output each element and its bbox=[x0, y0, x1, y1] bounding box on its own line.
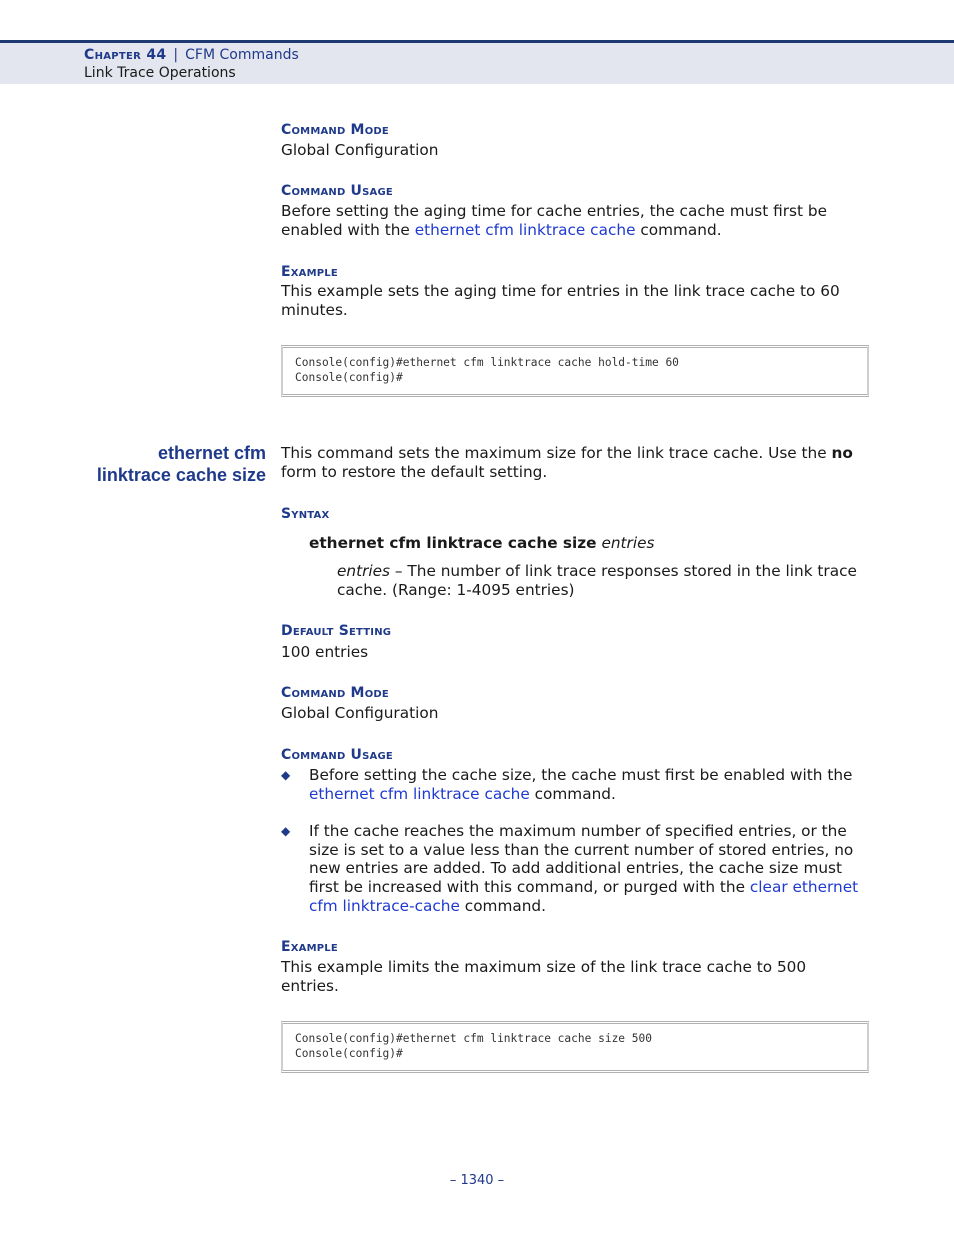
bullet-text-line: new entries are added. To add additional entries, the cache size must bbox=[309, 859, 843, 877]
clear-ethernet-cfm-linktrace-cache-link[interactable]: cfm linktrace-cache bbox=[309, 897, 460, 915]
no-keyword: no bbox=[831, 444, 853, 462]
command-title bbox=[97, 442, 266, 486]
description-line: form to restore the default setting. bbox=[281, 463, 548, 481]
section-title: Link Trace Operations bbox=[84, 65, 236, 81]
syntax-command: ethernet cfm linktrace cache size bbox=[309, 534, 597, 552]
description-line bbox=[281, 444, 853, 463]
command-usage-heading: Command Usage bbox=[281, 183, 393, 199]
syntax-heading: Syntax bbox=[281, 506, 330, 522]
command-mode-heading: Command Mode bbox=[281, 122, 389, 138]
command-mode-heading: Command Mode bbox=[281, 685, 389, 701]
bullet-text-line: If the cache reaches the maximum number of specified entries, or the bbox=[309, 822, 847, 840]
code-line: Console(config)#ethernet cfm linktrace cache hold-time 60 bbox=[295, 356, 679, 369]
chapter-line bbox=[84, 47, 299, 63]
default-setting-heading: Default Setting bbox=[281, 623, 392, 639]
description-text: This command sets the maximum size for the link trace cache. Use the bbox=[281, 444, 832, 462]
bullet-text-line bbox=[309, 897, 546, 916]
ethernet-cfm-linktrace-cache-link[interactable]: ethernet cfm linktrace cache bbox=[414, 221, 636, 239]
ethernet-cfm-linktrace-cache-link[interactable]: ethernet cfm linktrace cache bbox=[309, 785, 530, 803]
example-text-line: This example sets the aging time for entries in the link trace cache to 60 bbox=[281, 282, 840, 300]
bullet-diamond-icon: ◆ bbox=[281, 824, 291, 838]
command-usage-heading: Command Usage bbox=[281, 747, 393, 763]
example-heading: Example bbox=[281, 264, 338, 280]
clear-ethernet-cfm-linktrace-cache-link[interactable]: clear ethernet bbox=[749, 878, 859, 896]
code-example-box bbox=[281, 345, 869, 397]
code-example-box bbox=[281, 1021, 869, 1073]
chapter-label: Chapter 44 bbox=[84, 47, 167, 63]
bullet-text: command. bbox=[459, 897, 546, 915]
code-line: Console(config)# bbox=[295, 1047, 403, 1060]
bullet-text: command. bbox=[529, 785, 616, 803]
example-heading: Example bbox=[281, 939, 338, 955]
usage-text-line bbox=[281, 221, 722, 240]
command-title-line: linktrace cache size bbox=[96, 465, 266, 485]
command-mode-value: Global Configuration bbox=[281, 704, 439, 722]
default-setting-value: 100 entries bbox=[281, 643, 369, 661]
parameter-name: entries bbox=[337, 562, 391, 580]
bullet-text-line: Before setting the cache size, the cache must first be enabled with the bbox=[309, 766, 853, 784]
example-text-line: minutes. bbox=[281, 301, 348, 319]
header-separator: | bbox=[173, 47, 179, 63]
bullet-text-line bbox=[309, 785, 616, 804]
code-line: Console(config)# bbox=[295, 371, 403, 384]
page-number: – 1340 – bbox=[449, 1173, 505, 1188]
example-text-line: entries. bbox=[281, 977, 339, 995]
parameter-text: – The number of link trace responses stored in the link trace bbox=[390, 562, 857, 580]
parameter-description bbox=[337, 562, 857, 581]
syntax-line bbox=[309, 534, 654, 553]
bullet-text: first be increased with this command, or purged with the bbox=[309, 878, 750, 896]
usage-text: enabled with the bbox=[281, 221, 415, 239]
usage-text-line: Before setting the aging time for cache entries, the cache must first be bbox=[281, 202, 827, 220]
code-line: Console(config)#ethernet cfm linktrace cache size 500 bbox=[295, 1032, 652, 1045]
chapter-title: CFM Commands bbox=[185, 47, 299, 63]
usage-text: command. bbox=[635, 221, 722, 239]
example-text-line: This example limits the maximum size of the link trace cache to 500 bbox=[281, 958, 807, 976]
parameter-description-line: cache. (Range: 1-4095 entries) bbox=[337, 581, 575, 599]
bullet-text-line: size is set to a value less than the current number of stored entries, no bbox=[309, 841, 854, 859]
bullet-diamond-icon: ◆ bbox=[281, 768, 291, 782]
command-title-line: ethernet cfm bbox=[157, 443, 266, 463]
command-mode-value: Global Configuration bbox=[281, 141, 439, 159]
running-header bbox=[0, 40, 954, 84]
bullet-text-line bbox=[309, 878, 858, 897]
syntax-parameter: entries bbox=[601, 534, 655, 552]
